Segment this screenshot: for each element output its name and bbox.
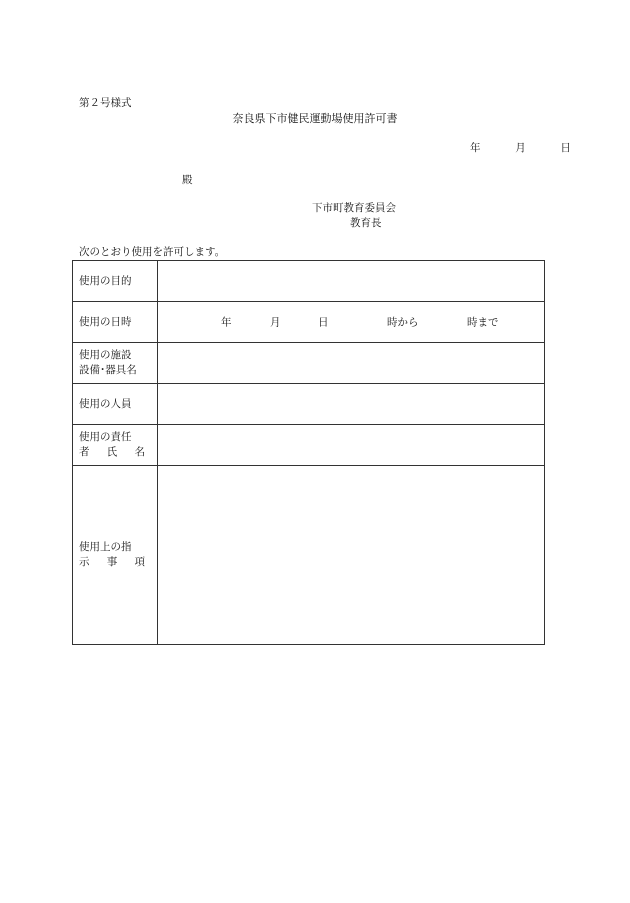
datetime-from: 時から	[387, 316, 419, 329]
attendees-label: 使用の人員	[73, 384, 158, 425]
issuer-role: 教育長	[350, 217, 382, 229]
datetime-until: 時まで	[467, 316, 499, 329]
datetime-field[interactable]	[158, 302, 545, 343]
issue-month-label: 月	[515, 142, 526, 154]
purpose-field[interactable]	[158, 261, 545, 302]
facility-label-line2: 設備･器具名	[79, 364, 137, 376]
row-responsible	[73, 425, 545, 466]
row-datetime	[73, 302, 545, 343]
datetime-label: 使用の日時	[73, 302, 158, 343]
datetime-day: 日	[318, 316, 329, 329]
row-attendees	[73, 384, 545, 425]
responsible-label-char2: 氏	[106, 446, 118, 458]
instructions-label-line1: 使用上の指	[79, 541, 132, 553]
purpose-label: 使用の目的	[73, 261, 158, 302]
responsible-label	[73, 425, 158, 466]
issue-day-label: 日	[560, 142, 571, 154]
row-purpose	[73, 261, 545, 302]
issuer-block	[312, 201, 396, 231]
instructions-label-char2: 事	[106, 556, 118, 568]
intro-text: 次のとおり使用を許可します。	[79, 246, 226, 258]
issue-date	[470, 140, 571, 155]
instructions-label-line2	[79, 555, 145, 570]
issue-year-label: 年	[470, 142, 481, 154]
facility-label-line1: 使用の施設	[79, 349, 132, 361]
permit-table	[72, 260, 545, 645]
row-facility	[73, 343, 545, 384]
instructions-label	[73, 466, 158, 645]
datetime-month: 月	[270, 316, 281, 329]
responsible-label-line2	[79, 445, 145, 460]
instructions-field[interactable]	[158, 466, 545, 645]
datetime-year: 年	[221, 316, 232, 329]
instructions-label-char1: 示	[79, 556, 90, 568]
issuer-org: 下市町教育委員会	[312, 202, 396, 214]
document-title: 奈良県下市健民運動場使用許可書	[232, 112, 398, 125]
form-number: 第２号様式	[79, 97, 132, 109]
attendees-field[interactable]	[158, 384, 545, 425]
facility-label	[73, 343, 158, 384]
responsible-field[interactable]	[158, 425, 545, 466]
responsible-label-line1: 使用の責任	[79, 431, 132, 443]
responsible-label-char3: 名	[134, 446, 145, 458]
facility-field[interactable]	[158, 343, 545, 384]
responsible-label-char1: 者	[79, 446, 90, 458]
recipient-suffix: 殿	[182, 174, 193, 186]
instructions-label-char3: 項	[134, 556, 145, 568]
row-instructions	[73, 466, 545, 645]
